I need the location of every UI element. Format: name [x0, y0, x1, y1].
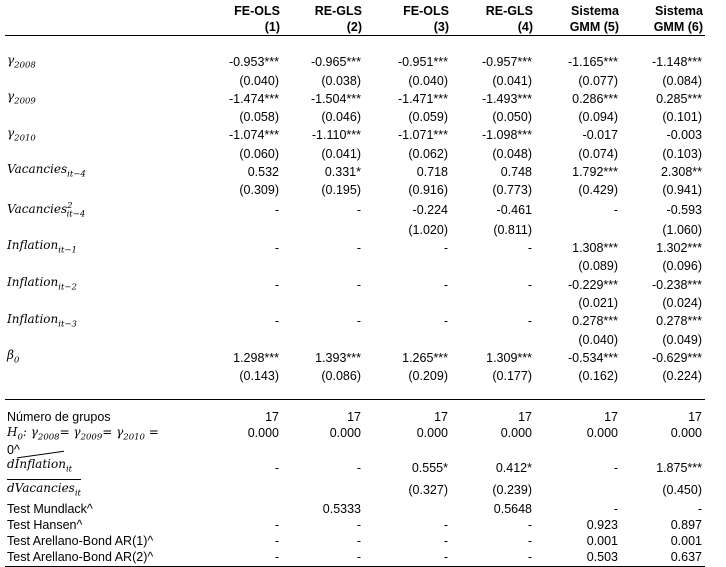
h0-sub-2008: 2008	[37, 432, 60, 443]
se-cell: (0.048)	[492, 146, 532, 161]
derivative-denominator	[7, 480, 81, 501]
variable-label	[5, 89, 195, 109]
se-label-empty	[5, 146, 195, 162]
variable-subscript: 2008	[14, 59, 36, 70]
stat-label: Test Hansen^	[7, 517, 83, 532]
h0-sub: 0	[17, 432, 23, 443]
se-row	[5, 110, 705, 126]
se-cell: (0.916)	[408, 183, 448, 198]
variable-label	[5, 126, 195, 146]
h0-row	[5, 426, 705, 457]
se-label-empty	[5, 110, 195, 126]
variable-label	[5, 348, 195, 368]
column-number: (2)	[282, 19, 364, 36]
variable-symbol	[7, 275, 77, 293]
coef-cell: -1.493***	[481, 91, 532, 106]
variable-label	[5, 53, 195, 73]
stat-value: -	[527, 534, 532, 549]
se-cell: (0.143)	[239, 369, 279, 384]
stat-value: 0.637	[621, 550, 705, 567]
h0-h: H	[7, 424, 18, 439]
coef-cell: -	[443, 241, 448, 256]
coef-cell: -	[274, 203, 279, 218]
coef-cell: -	[613, 203, 618, 218]
stat-value: -	[443, 534, 448, 549]
stat-value: 0.503	[535, 550, 621, 567]
se-cell: (0.089)	[578, 259, 618, 274]
coef-cell: 2.308**	[660, 164, 702, 179]
se-row	[5, 146, 705, 162]
coef-cell: -	[356, 314, 361, 329]
variable-name: γ	[7, 125, 15, 140]
stat-value: 0.5333	[322, 501, 361, 516]
variable-name: Vacancies	[7, 201, 68, 216]
se-cell	[195, 295, 282, 311]
se-label-empty	[5, 73, 195, 89]
stat-value: 17	[604, 410, 618, 425]
stat-label: Test Arellano-Bond AR(2)^	[5, 550, 195, 567]
stat-value: -	[443, 517, 448, 532]
variable-subscript: 2010	[14, 133, 36, 144]
coef-cell: 1.309***	[486, 350, 532, 365]
derivative-row	[5, 457, 705, 479]
stat-value: 17	[434, 410, 448, 425]
se-cell: (1.020)	[408, 222, 448, 237]
variable-name: γ	[7, 89, 15, 104]
coef-cell: -0.534***	[567, 350, 618, 365]
column-number: (4)	[451, 19, 535, 36]
se-row	[5, 259, 705, 275]
coef-cell: 0.748	[500, 164, 532, 179]
coef-cell: 0.532	[247, 164, 279, 179]
column-header: FE-OLS	[403, 3, 449, 18]
derivative-numerator	[7, 457, 81, 479]
se-cell: (0.773)	[492, 183, 532, 198]
coef-cell: -	[274, 241, 279, 256]
se-cell: (0.074)	[578, 146, 618, 161]
variable-subscript: it−2	[58, 282, 77, 293]
h0-label	[5, 426, 195, 457]
coef-cell: -0.953***	[228, 55, 279, 70]
coef-cell: 1.792***	[572, 164, 618, 179]
stat-value: 0.000	[670, 425, 702, 440]
coef-cell: -	[274, 277, 279, 292]
ar1-row	[5, 534, 705, 550]
coef-cell: 0.555*	[411, 460, 448, 475]
se-cell	[282, 222, 364, 238]
coef-row	[5, 162, 705, 182]
variable-label	[5, 199, 195, 222]
coef-cell: 0.718	[416, 164, 448, 179]
coef-cell: -	[274, 460, 279, 475]
se-cell: (0.086)	[321, 369, 361, 384]
se-cell: (0.040)	[408, 73, 448, 88]
coef-row	[5, 53, 705, 73]
coef-cell: -0.224	[412, 203, 448, 218]
se-row	[5, 332, 705, 348]
variable-symbol	[7, 311, 77, 329]
coef-row	[5, 312, 705, 332]
variable-subscript: it−3	[58, 319, 77, 329]
se-cell: (0.041)	[492, 73, 532, 88]
se-cell	[451, 295, 535, 311]
se-cell: (0.309)	[239, 183, 279, 198]
se-cell: (1.060)	[662, 222, 702, 237]
coef-cell: -0.593	[666, 203, 702, 218]
coef-cell: -1.071***	[397, 128, 448, 143]
coef-cell: 0.331*	[324, 164, 361, 179]
variable-label	[5, 162, 195, 182]
se-cell: (0.021)	[578, 296, 618, 311]
coef-cell: -	[356, 241, 361, 256]
stat-value	[195, 501, 282, 517]
mundlack-row	[5, 501, 705, 517]
se-cell	[451, 332, 535, 348]
column-number: GMM (6)	[621, 19, 705, 36]
variable-subscript: it−4	[67, 169, 86, 180]
se-cell: (0.094)	[578, 110, 618, 125]
coef-cell: 0.285***	[656, 91, 702, 106]
variable-symbol	[7, 52, 36, 70]
variable-label	[5, 312, 195, 332]
column-number: GMM (5)	[535, 19, 621, 36]
coef-row	[5, 199, 705, 222]
se-cell: (0.084)	[662, 73, 702, 88]
se-cell	[195, 222, 282, 238]
se-label-empty	[5, 332, 195, 348]
se-cell: (0.224)	[662, 369, 702, 384]
se-cell	[364, 259, 451, 275]
coef-cell: -	[356, 203, 361, 218]
variable-label	[5, 275, 195, 295]
coef-cell: -0.629***	[651, 350, 702, 365]
se-cell: (0.101)	[662, 110, 702, 125]
se-cell	[195, 479, 282, 501]
se-cell: (0.811)	[493, 222, 532, 237]
se-cell	[282, 332, 364, 348]
stat-value: -	[364, 550, 451, 567]
column-number: (3)	[364, 19, 451, 36]
derivative-label	[5, 457, 195, 501]
se-row	[5, 222, 705, 238]
stat-value: 17	[518, 410, 532, 425]
stat-value: -	[613, 501, 618, 516]
coef-cell: 1.302***	[656, 241, 702, 256]
coef-cell: -0.951***	[397, 55, 448, 70]
coef-row	[5, 275, 705, 295]
coef-cell: -1.165***	[567, 55, 618, 70]
stat-value: 0.000	[416, 425, 448, 440]
coef-cell: 1.265***	[402, 350, 448, 365]
derivative-d: d	[7, 457, 15, 472]
derivative-sub: it	[65, 464, 73, 475]
se-cell	[535, 479, 621, 501]
variable-symbol	[7, 89, 36, 107]
se-cell	[282, 479, 364, 501]
column-header: Sistema	[571, 3, 619, 18]
stat-value: -	[274, 517, 279, 532]
stat-label: Número de grupos	[7, 410, 111, 425]
se-label-empty	[5, 295, 195, 311]
variable-power: 2	[67, 200, 73, 211]
stat-value: 17	[347, 410, 361, 425]
se-cell: (0.209)	[408, 369, 448, 384]
coef-cell: -0.003	[666, 128, 702, 143]
coef-cell: -0.957***	[481, 55, 532, 70]
se-cell	[195, 259, 282, 275]
section-divider	[5, 385, 705, 400]
se-cell: (0.041)	[321, 146, 361, 161]
groups-row	[5, 410, 705, 426]
h0-line2: 0^	[7, 443, 20, 458]
se-cell: (0.060)	[239, 146, 279, 161]
stat-value: 0.000	[500, 425, 532, 440]
se-label-empty	[5, 183, 195, 199]
se-cell: (0.050)	[492, 110, 532, 125]
spacer-row	[5, 36, 705, 53]
coef-row	[5, 238, 705, 258]
se-cell: (0.096)	[662, 259, 702, 274]
h0-formula	[7, 424, 159, 443]
stat-value: 0.001	[586, 534, 618, 549]
se-cell: (0.062)	[408, 146, 448, 161]
derivative-word: Vacancies	[14, 480, 75, 495]
stat-label: Test Arellano-Bond AR(1)^	[7, 534, 154, 549]
variable-label	[5, 238, 195, 258]
header-row-2	[5, 19, 705, 36]
stat-value: 17	[265, 410, 279, 425]
coef-cell: -	[356, 460, 361, 475]
h0-sub-2010: 2010	[123, 432, 145, 443]
se-cell: (0.040)	[578, 332, 618, 347]
variable-symbol	[7, 200, 86, 220]
stat-value: 0.897	[670, 517, 702, 532]
stat-value	[364, 501, 451, 517]
stat-value: -	[195, 550, 282, 567]
derivative-d: d	[7, 480, 15, 495]
coef-cell: -	[613, 460, 618, 475]
se-cell	[282, 295, 364, 311]
coef-cell: -	[527, 277, 532, 292]
se-cell	[282, 259, 364, 275]
header-empty	[5, 3, 195, 19]
stat-value: 0.5648	[493, 501, 532, 516]
variable-subscript: 0	[13, 355, 20, 366]
variable-name: γ	[7, 52, 15, 67]
variable-name: Inflation	[7, 238, 59, 253]
header-row-1	[5, 3, 705, 19]
coef-cell: -1.074***	[228, 128, 279, 143]
stat-value: -	[356, 517, 361, 532]
variable-symbol	[7, 125, 36, 144]
table-body	[5, 3, 705, 566]
se-cell: (0.046)	[321, 110, 361, 125]
coef-row	[5, 348, 705, 368]
coef-cell: 1.875***	[656, 460, 702, 475]
spacer-row	[5, 399, 705, 410]
se-cell	[364, 332, 451, 348]
hansen-row	[5, 517, 705, 533]
se-cell: (0.162)	[578, 369, 618, 384]
stat-value: 0.000	[247, 425, 279, 440]
stat-value: -	[356, 534, 361, 549]
coef-cell: -1.471***	[397, 91, 448, 106]
stat-value: -	[451, 550, 535, 567]
coef-cell: -0.965***	[310, 55, 361, 70]
se-label-empty	[5, 369, 195, 385]
stat-value: -	[282, 550, 364, 567]
coef-row	[5, 89, 705, 109]
stat-value: 0.923	[586, 517, 618, 532]
coef-cell: 0.278***	[572, 314, 618, 329]
se-cell: (0.059)	[408, 110, 448, 125]
coef-cell: -	[274, 314, 279, 329]
se-cell	[195, 332, 282, 348]
column-header: RE-GLS	[485, 3, 533, 18]
se-cell: (0.024)	[662, 296, 702, 311]
se-row	[5, 295, 705, 311]
se-cell: (0.077)	[578, 73, 618, 88]
h0-eq: = γ	[59, 424, 81, 439]
coef-cell: -	[443, 314, 448, 329]
se-row	[5, 369, 705, 385]
variable-symbol	[7, 162, 86, 180]
stat-value: 0.000	[586, 425, 618, 440]
coef-row	[5, 126, 705, 146]
se-cell	[535, 222, 621, 238]
stat-value: -	[697, 501, 702, 516]
se-label-empty	[5, 222, 195, 238]
column-header: Sistema	[655, 3, 703, 18]
stat-label: Test Mundlack^	[7, 501, 93, 516]
se-row	[5, 183, 705, 199]
coef-cell: -1.504***	[310, 91, 361, 106]
se-cell: (0.239)	[492, 482, 532, 497]
regression-table	[5, 3, 705, 567]
column-number: (1)	[195, 19, 282, 36]
stat-value: -	[274, 534, 279, 549]
se-cell: (0.327)	[408, 482, 448, 497]
coef-cell: -	[527, 314, 532, 329]
coef-cell: -	[443, 277, 448, 292]
coef-cell: -1.474***	[228, 91, 279, 106]
column-header: RE-GLS	[314, 3, 362, 18]
se-cell: (0.038)	[321, 73, 361, 88]
se-cell: (0.450)	[662, 482, 702, 497]
se-cell: (0.058)	[239, 110, 279, 125]
coef-cell: -1.098***	[481, 128, 532, 143]
se-cell: (0.941)	[662, 183, 702, 198]
se-cell: (0.103)	[662, 146, 702, 161]
se-label-empty	[5, 259, 195, 275]
se-cell	[364, 295, 451, 311]
column-header: FE-OLS	[234, 3, 280, 18]
variable-symbol	[7, 238, 77, 256]
h0-gamma: : γ	[22, 424, 38, 439]
stat-value: 0.000	[329, 425, 361, 440]
h0-eq2: = γ	[102, 424, 124, 439]
coef-cell: -1.148***	[651, 55, 702, 70]
h0-sub-2009: 2009	[80, 432, 103, 443]
variable-name: Inflation	[7, 275, 59, 290]
derivative-word: Inflation	[14, 457, 66, 472]
variable-name: Inflation	[7, 311, 59, 326]
coef-cell: 0.278***	[656, 314, 702, 329]
stat-value: 17	[688, 410, 702, 425]
coef-cell: -1.110***	[311, 128, 361, 143]
coef-cell: 0.286***	[572, 91, 618, 106]
variable-subscript: it−4	[66, 209, 86, 220]
se-cell	[451, 259, 535, 275]
derivative-sub: it	[74, 488, 81, 499]
variable-name: Vacancies	[7, 162, 68, 177]
coef-cell: -	[356, 277, 361, 292]
coef-cell: 1.308***	[572, 241, 618, 256]
coef-cell: -0.461	[496, 203, 532, 218]
coef-cell: -0.238***	[651, 277, 702, 292]
coef-cell: -	[527, 241, 532, 256]
ar2-row	[5, 550, 705, 567]
coef-cell: 1.393***	[315, 350, 361, 365]
variable-subscript: 2009	[14, 96, 36, 107]
header-empty	[5, 19, 195, 36]
derivative-fraction	[7, 457, 81, 501]
stat-value: -	[527, 517, 532, 532]
se-cell: (0.049)	[662, 332, 702, 347]
coef-cell: -0.229***	[567, 277, 618, 292]
variable-symbol	[7, 348, 20, 366]
se-row	[5, 73, 705, 89]
stat-value: 0.001	[670, 534, 702, 549]
coef-cell: 1.298***	[233, 350, 279, 365]
h0-tail: =	[144, 424, 159, 439]
variable-name: β	[7, 348, 14, 363]
se-cell: (0.177)	[492, 369, 532, 384]
se-cell: (0.195)	[321, 183, 361, 198]
se-cell: (0.040)	[239, 73, 279, 88]
variable-subscript: it−1	[58, 245, 77, 256]
coef-cell: -0.017	[582, 128, 618, 143]
coef-cell: 0.412*	[495, 460, 532, 475]
se-cell: (0.429)	[578, 183, 618, 198]
